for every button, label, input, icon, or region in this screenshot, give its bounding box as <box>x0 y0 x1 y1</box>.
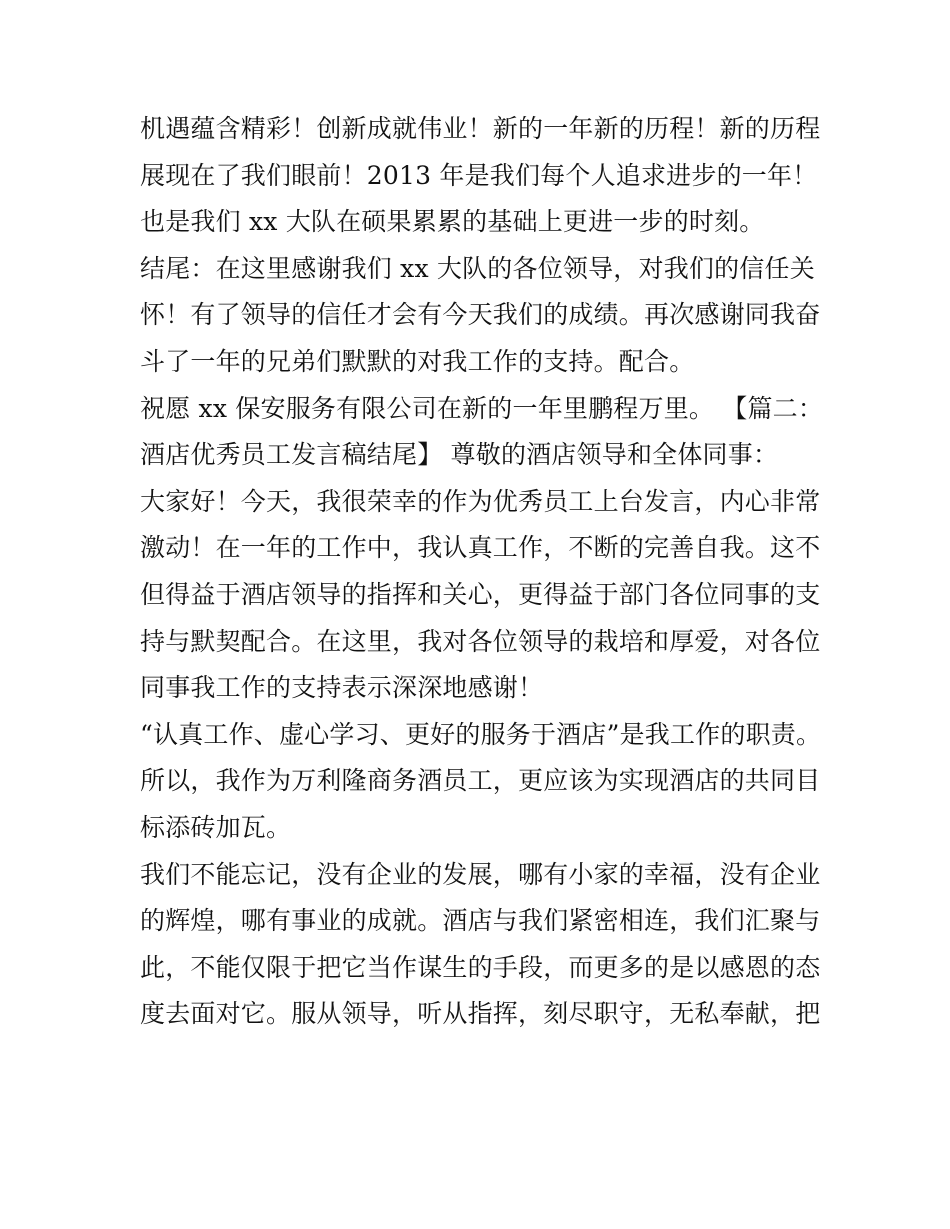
text-line: 但得益于酒店领导的指挥和关心，更得益于部门各位同事的支 <box>140 579 821 609</box>
text-line: 持与默契配合。在这里，我对各位领导的栽培和厚爱，对各位 <box>140 626 821 656</box>
text-line: 同事我工作的支持表示深深地感谢！ <box>140 673 544 703</box>
text-line: 的辉煌，哪有事业的成就。酒店与我们紧密相连，我们汇聚与 <box>140 906 821 936</box>
text-line: 祝愿 xx 保安服务有限公司在新的一年里鹏程万里。 【篇二： <box>140 393 824 423</box>
text-line: 所以，我作为万利隆商务酒员工，更应该为实现酒店的共同目 <box>140 766 821 796</box>
document-body <box>140 106 824 1038</box>
text-line: 机遇蕴含精彩！创新成就伟业！新的一年新的历程！新的历程 <box>140 114 821 143</box>
text-line: 结尾：在这里感谢我们 xx 大队的各位领导，对我们的信任关 <box>140 253 815 283</box>
text-line: 酒店优秀员工发言稿结尾】 尊敬的酒店领导和全体同事： <box>140 440 779 470</box>
text-line: 此，不能仅限于把它当作谋生的手段，而更多的是以感恩的态 <box>140 952 821 982</box>
text-line: 大家好！今天，我很荣幸的作为优秀员工上台发言，内心非常 <box>140 486 821 516</box>
text-line: 展现在了我们眼前！2013 年是我们每个人追求进步的一年！ <box>140 160 818 190</box>
text-line: 斗了一年的兄弟们默默的对我工作的支持。配合。 <box>140 346 695 376</box>
text-line: 度去面对它。服从领导，听从指挥，刻尽职守，无私奉献，把 <box>140 999 821 1029</box>
text-line: 也是我们 xx 大队在硕果累累的基础上更进一步的时刻。 <box>140 207 765 237</box>
text-line: “认真工作、虚心学习、更好的服务于酒店”是我工作的职责。 <box>140 719 822 749</box>
text-line: 怀！有了领导的信任才会有今天我们的成绩。再次感谢同我奋 <box>140 300 821 330</box>
text-line: 激动！在一年的工作中，我认真工作，不断的完善自我。这不 <box>140 533 821 563</box>
text-line: 标添砖加瓦。 <box>140 812 292 842</box>
text-line: 我们不能忘记，没有企业的发展，哪有小家的幸福，没有企业 <box>140 859 821 889</box>
